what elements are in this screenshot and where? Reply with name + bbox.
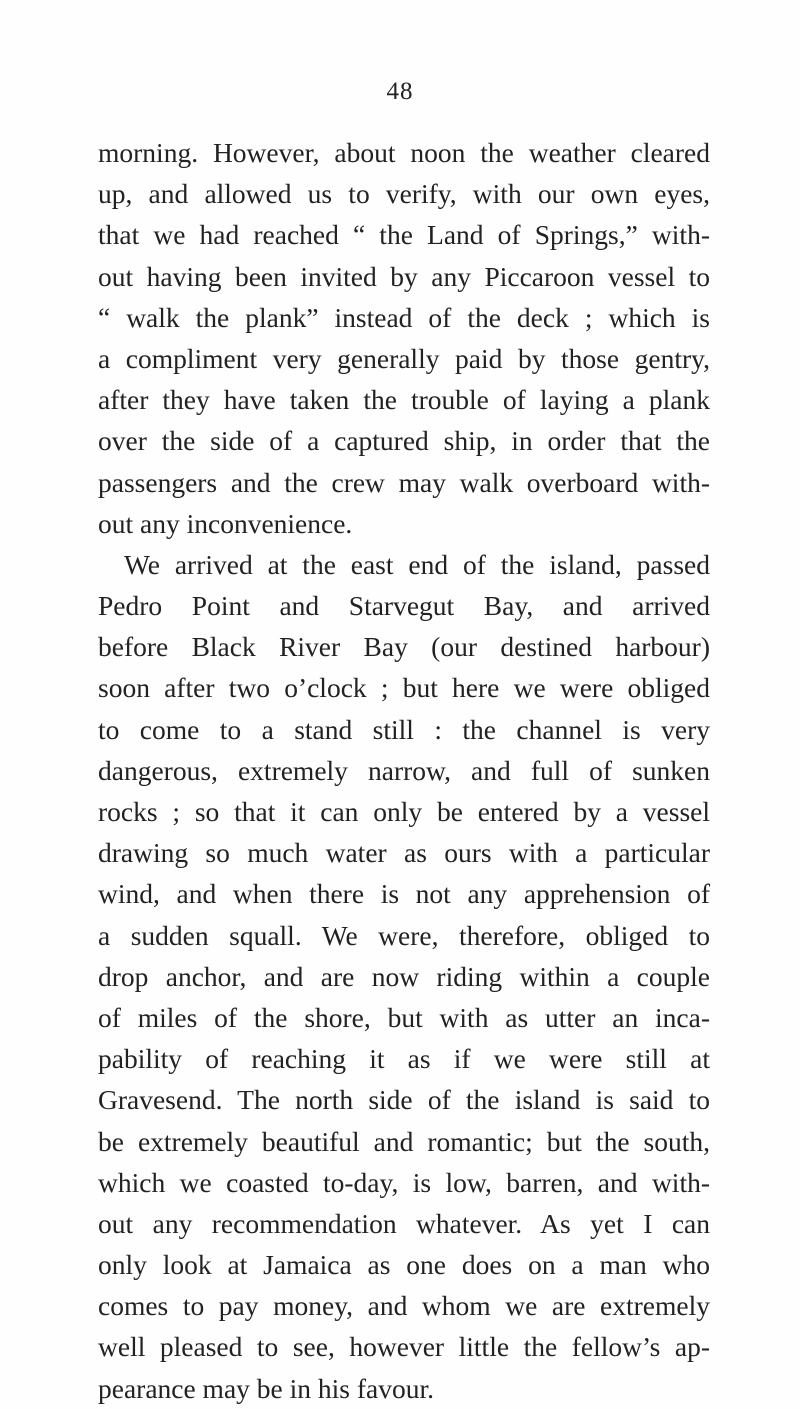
text-line: wind, and when there is not any apprehension of xyxy=(98,878,710,910)
text-line: drawing so much water as ours with a particular xyxy=(98,837,710,869)
text-line: out any recommendation whatever. As yet I can xyxy=(98,1207,710,1239)
paragraph-end-line: pearance may be in his favour. xyxy=(98,1372,434,1404)
text-line: over the side of a captured ship, in order that the xyxy=(98,425,710,457)
text-line: comes to pay money, and whom we are extremely xyxy=(98,1290,710,1322)
text-line: only look at Jamaica as one does on a man who xyxy=(98,1249,710,1281)
text-line: before Black River Bay (our destined harbour) xyxy=(98,631,710,663)
text-line: “ walk the plank” instead of the deck ; which is xyxy=(98,301,710,333)
text-line: a compliment very generally paid by those gentry, xyxy=(98,342,710,374)
text-line: up, and allowed us to verify, with our own eyes, xyxy=(98,178,710,210)
text-line: a sudden squall. We were, therefore, obliged to xyxy=(98,919,710,951)
text-line: pability of reaching it as if we were still at xyxy=(98,1043,710,1075)
paragraph-start-line: We arrived at the east end of the island, passed xyxy=(124,548,710,580)
text-line: to come to a stand still : the channel is very xyxy=(98,713,710,745)
text-line: of miles of the shore, but with as utter an inca- xyxy=(98,1001,710,1033)
text-line: rocks ; so that it can only be entered by a vessel xyxy=(98,796,710,827)
page-number: 48 xyxy=(386,78,414,105)
text-line: soon after two o’clock ; but here we were obliged xyxy=(98,672,710,704)
text-line: Gravesend. The north side of the island is said to xyxy=(98,1084,710,1116)
text-line: dangerous, extremely narrow, and full of sunken xyxy=(98,754,710,786)
text-line: drop anchor, and are now riding within a couple xyxy=(98,960,710,992)
text-line: well pleased to see, however little the fellow’s ap- xyxy=(98,1331,710,1363)
text-line: after they have taken the trouble of laying a plank xyxy=(98,384,710,416)
body-text xyxy=(98,132,710,1409)
text-line: that we had reached “ the Land of Springs,” with- xyxy=(98,219,710,251)
text-line: out having been invited by any Piccaroon vessel to xyxy=(98,260,710,292)
text-line: morning. However, about noon the weather cleared xyxy=(98,137,710,168)
text-line: be extremely beautiful and romantic; but the south, xyxy=(98,1125,710,1157)
text-line: passengers and the crew may walk overboard with- xyxy=(98,466,710,498)
paragraph-end-line: out any inconvenience. xyxy=(98,507,353,539)
text-line: Pedro Point and Starvegut Bay, and arrived xyxy=(98,590,710,622)
text-line: which we coasted to-day, is low, barren, and with- xyxy=(98,1166,710,1198)
